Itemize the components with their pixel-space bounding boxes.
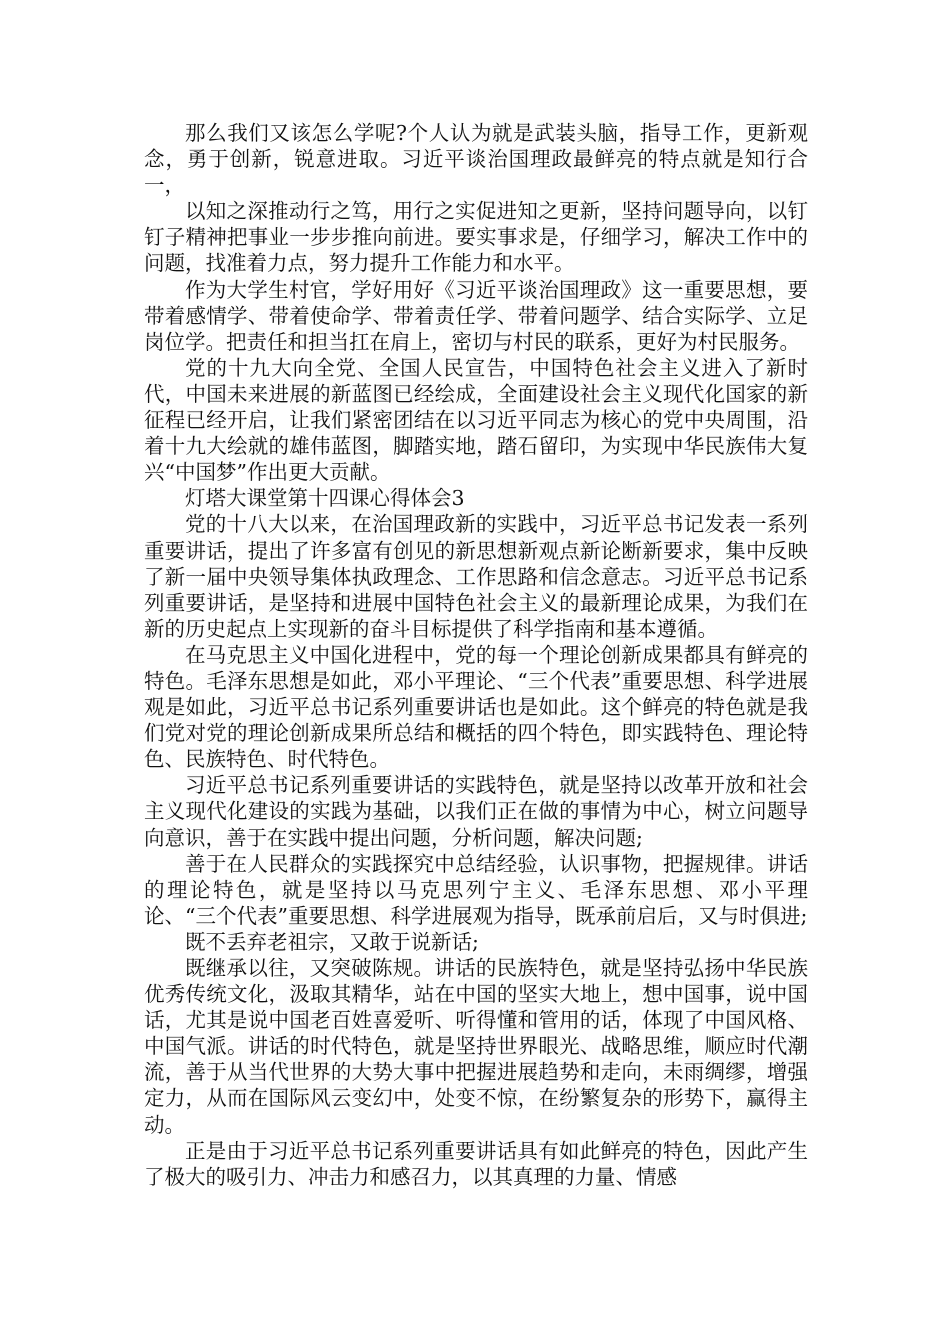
paragraph: 作为大学生村官，学好用好《习近平谈治国理政》这一重要思想，要带着感情学、带着使命学、带着责任学、带着问题学、结合实际学、立足岗位学。把责任和担当扛在肩上，密切与村民的联系，更好为村民服务。 [144,277,808,354]
paragraph: 在马克思主义中国化进程中，党的每一个理论创新成果都具有鲜亮的特色。毛泽东思想是如此，邓小平理论、“三个代表”重要思想、科学进展观是如此，习近平总书记系列重要讲话也是如此。这个鲜亮的特色就是我们党对党的理论创新成果所总结和概括的四个特色，即实践特色、理论特色、民族特色、时代特色。 [144,642,808,772]
section-heading: 灯塔大课堂第十四课心得体会3 [185,486,465,511]
paragraph: 党的十八大以来，在治国理政新的实践中，习近平总书记发表一系列重要讲话，提出了许多富有创见的新思想新观点新论断新要求，集中反映了新一届中央领导集体执政理念、工作思路和信念意志。习近平总书记系列重要讲话，是坚持和进展中国特色社会主义的最新理论成果，为我们在新的历史起点上实现新的奋斗目标提供了科学指南和基本遵循。 [144,512,808,641]
paragraph: 既继承以往，又突破陈规。讲话的民族特色，就是坚持弘扬中华民族优秀传统文化，汲取其精华，站在中国的坚实大地上，想中国事，说中国话，尤其是说中国老百姓喜爱听、听得懂和管用的话，体现了中国风格、中国气派。讲话的时代特色，就是坚持世界眼光、战略思维，顺应时代潮流，善于从当代世界的大势大事中把握进展趋势和走向，未雨绸缪，增强定力，从而在国际风云变幻中，处变不惊，在纷繁复杂的形势下，赢得主动。 [144,956,808,1137]
document-body [144,120,808,1190]
paragraph: 那么我们又该怎么学呢?个人认为就是武装头脑，指导工作，更新观念，勇于创新，锐意进取。习近平谈治国理政最鲜亮的特点就是知行合一， [144,121,808,198]
paragraph: 习近平总书记系列重要讲话的实践特色，就是坚持以改革开放和社会主义现代化建设的实践为基础，以我们正在做的事情为中心，树立问题导向意识，善于在实践中提出问题，分析问题，解决问题; [144,773,808,850]
paragraph: 正是由于习近平总书记系列重要讲话具有如此鲜亮的特色，因此产生了极大的吸引力、冲击力和感召力，以其真理的力量、情感 [144,1138,808,1189]
paragraph: 善于在人民群众的实践探究中总结经验，认识事物，把握规律。讲话的理论特色，就是坚持以马克思列宁主义、毛泽东思想、邓小平理论、“三个代表”重要思想、科学进展观为指导，既承前启后，又与时俱进; [144,851,808,928]
paragraph: 既不丢弃老祖宗，又敢于说新话; [185,929,479,954]
paragraph: 以知之深推动行之笃，用行之实促进知之更新，坚持问题导向，以钉钉子精神把事业一步步推向前进。要实事求是，仔细学习，解决工作中的问题，找准着力点，努力提升工作能力和水平。 [144,199,808,276]
paragraph: 党的十九大向全党、全国人民宣告，中国特色社会主义进入了新时代，中国未来进展的新蓝图已经绘成，全面建设社会主义现代化国家的新征程已经开启，让我们紧密团结在以习近平同志为核心的党中央周围，沿着十九大绘就的雄伟蓝图，脚踏实地，踏石留印，为实现中华民族伟大复兴“中国梦”作出更大贡献。 [144,355,808,485]
